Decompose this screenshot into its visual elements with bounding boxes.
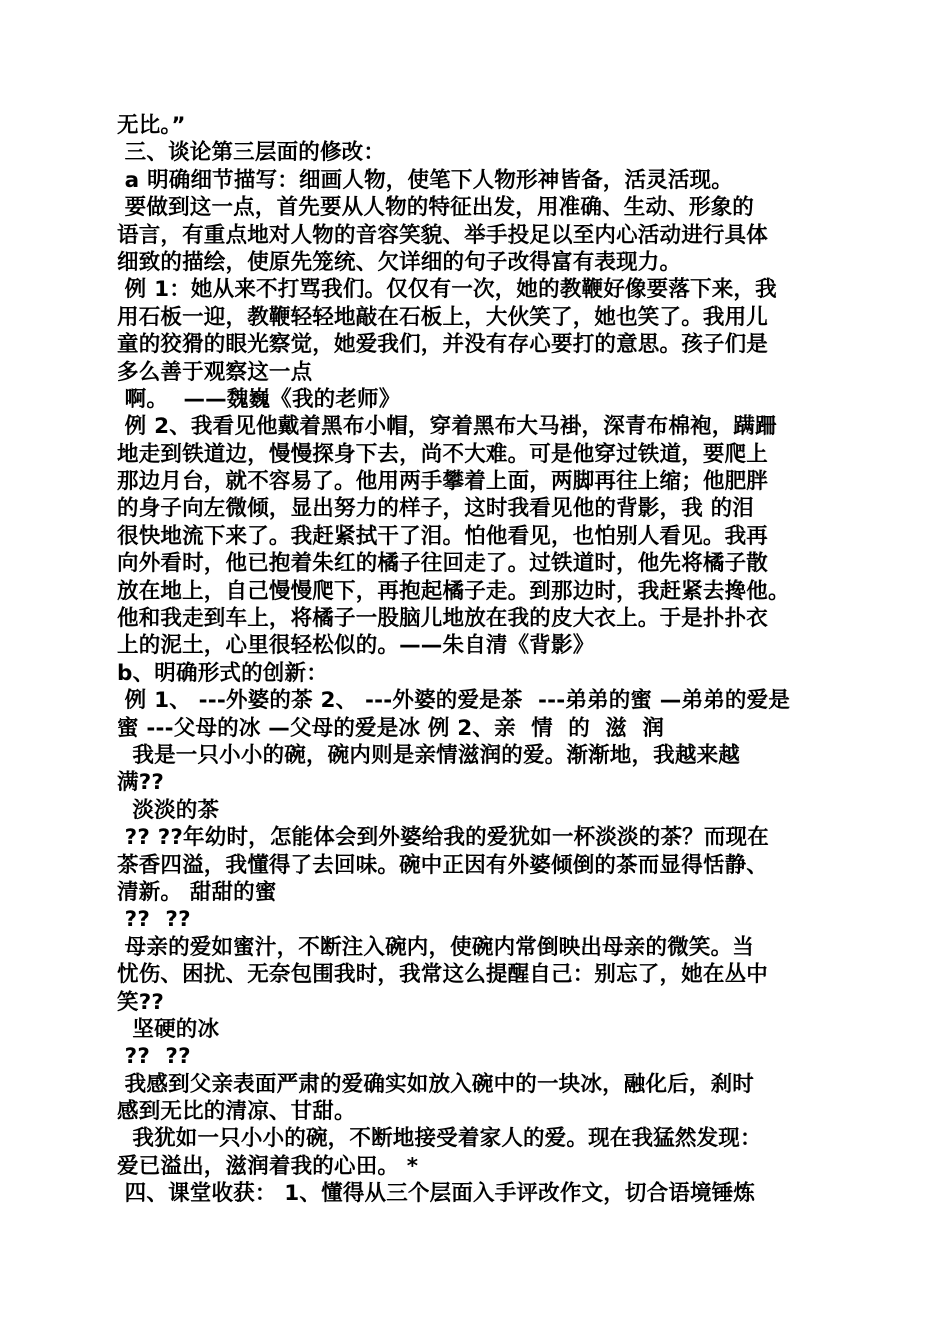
text-line: 他和我走到车上，将橘子一股脑儿地放在我的皮大衣上。于是扑扑衣 — [117, 606, 769, 632]
text-line: 放在地上，自己慢慢爬下，再抱起橘子走。到那边时，我赶紧去搀他。 — [117, 578, 790, 604]
text-line: 无比。” — [117, 113, 186, 138]
text-line: 用石板一迎，教鞭轻轻地敲在石板上，大伙笑了，她也笑了。我用儿 — [117, 304, 769, 330]
text-line: 爱已溢出，滋润着我的心田。 * — [117, 1153, 419, 1179]
text-line: 满?? — [117, 770, 165, 796]
document-body — [117, 112, 857, 1208]
text-line: 啊。 ——魏巍《我的老师》 — [117, 386, 401, 412]
text-line: 语言，有重点地对人物的音容笑貌、举手投足以至内心活动进行具体 — [117, 222, 769, 248]
text-line: 茶香四溢，我懂得了去回味。碗中正因有外婆倾倒的茶而显得恬静、 — [117, 852, 769, 878]
text-line: 我是一只小小的碗，碗内则是亲情滋润的爱。渐渐地，我越来越 — [117, 742, 740, 768]
text-line: 要做到这一点，首先要从人物的特征出发，用准确、生动、形象的 — [117, 195, 754, 221]
subsection-heading: b、明确形式的创新： — [117, 660, 328, 686]
text-line: 童的狡猾的眼光察觉，她爱我们，并没有存心要打的意思。孩子们是 — [117, 332, 769, 358]
text-line: 上的泥土，心里很轻松似的。——朱自清《背影》 — [117, 633, 595, 659]
text-line: 感到无比的清凉、甘甜。 — [117, 1099, 356, 1125]
text-line: ?? ?? — [117, 1044, 191, 1070]
text-line: 多么善于观察这一点 — [117, 359, 313, 385]
text-line: 例 1、 ---外婆的茶 2、 ---外婆的爱是茶 ---弟弟的蜜 —弟弟的爱是 — [117, 688, 791, 714]
text-line: 例 2、我看见他戴着黑布小帽，穿着黑布大马褂，深青布棉袍，蹒跚 — [117, 414, 777, 440]
text-line: 坚硬的冰 — [117, 1016, 220, 1042]
text-line: 我犹如一只小小的碗，不断地接受着家人的爱。现在我猛然发现： — [117, 1126, 762, 1152]
text-line: 清新。 甜甜的蜜 — [117, 879, 277, 905]
section-heading: 四、课堂收获： 1、懂得从三个层面入手评改作文，切合语境锤炼 — [117, 1181, 756, 1207]
text-line: 我感到父亲表面严肃的爱确实如放入碗中的一块冰，融化后，刹时 — [117, 1071, 754, 1097]
text-line: 淡淡的茶 — [117, 797, 220, 823]
text-line: 母亲的爱如蜜汁，不断注入碗内，使碗内常倒映出母亲的微笑。当 — [117, 934, 754, 960]
text-line: 细致的描绘，使原先笼统、欠详细的句子改得富有表现力。 — [117, 249, 682, 275]
text-line: 地走到铁道边，慢慢探身下去，尚不大难。可是他穿过铁道，要爬上 — [117, 441, 769, 467]
text-line: 很快地流下来了。我赶紧拭干了泪。怕他看见，也怕别人看见。我再 — [117, 523, 769, 549]
subsection-heading: a 明确细节描写：细画人物，使笔下人物形神皆备，活灵活现。 — [117, 167, 733, 193]
text-line: 笑?? — [117, 989, 165, 1015]
text-line: ?? ?? — [117, 907, 191, 933]
text-line: 那边月台，就不容易了。他用两手攀着上面，两脚再往上缩；他肥胖 — [117, 469, 769, 495]
text-line: 忧伤、困扰、无奈包围我时，我常这么提醒自己：别忘了，她在丛中 — [117, 962, 769, 988]
text-line: ?? ??年幼时，怎能体会到外婆给我的爱犹如一杯淡淡的茶？而现在 — [117, 825, 769, 851]
text-line: 蜜 ---父母的冰 —父母的爱是冰 例 2、亲 情 的 滋 润 — [117, 715, 665, 741]
text-line: 的身子向左微倾，显出努力的样子，这时我看见他的背影，我 的泪 — [117, 496, 754, 522]
section-heading: 三、谈论第三层面的修改： — [117, 140, 386, 166]
text-line: 向外看时，他已抱着朱红的橘子往回走了。过铁道时，他先将橘子散 — [117, 551, 769, 577]
text-line: 例 1：她从来不打骂我们。仅仅有一次，她的教鞭好像要落下来，我 — [117, 277, 777, 303]
